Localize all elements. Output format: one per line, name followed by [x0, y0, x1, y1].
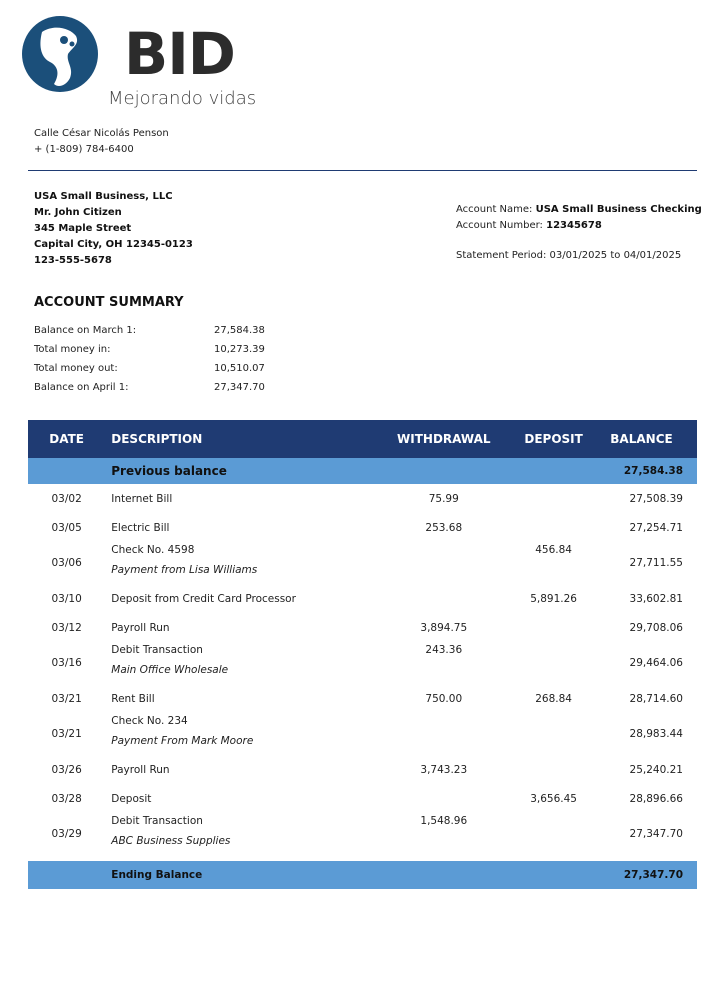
row-date: 03/06	[51, 557, 82, 569]
summary-row	[34, 382, 294, 401]
summary-label: Total money in:	[34, 344, 111, 355]
row-deposit	[515, 813, 592, 855]
row-date: 03/29	[51, 828, 82, 840]
table-cell	[515, 861, 592, 889]
row-description: Debit Transaction	[111, 815, 203, 827]
logo-tagline: Mejorando vidas	[108, 88, 257, 109]
table-cell	[28, 861, 105, 889]
account-name: USA Small Business Checking	[535, 204, 702, 215]
summary-label: Balance on March 1:	[34, 325, 137, 336]
customer-street: 345 Maple Street	[34, 223, 132, 234]
row-sub-description: ABC Business Supplies	[111, 835, 231, 847]
row-balance: 29,464.06	[629, 657, 683, 669]
table-header-row	[28, 420, 697, 458]
statement-period: Statement Period: 03/01/2025 to 04/01/2025	[456, 250, 682, 261]
header-divider	[28, 170, 697, 171]
account-number-line	[456, 218, 702, 234]
row-sub-description: Payment From Mark Moore	[111, 735, 254, 747]
account-name-label: Account Name:	[456, 204, 536, 215]
col-date-header: DATE	[28, 420, 105, 458]
row-deposit: 5,891.26	[530, 592, 577, 605]
table-cell	[515, 458, 592, 484]
row-deposit	[515, 484, 592, 513]
row-withdrawal-cell	[372, 813, 515, 855]
col-deposit-header: DEPOSIT	[515, 420, 592, 458]
row-balance: 29,708.06	[629, 621, 683, 634]
row-balance: 27,254.71	[629, 521, 683, 534]
row-deposit	[515, 613, 592, 642]
summary-row	[34, 363, 294, 382]
table-row	[28, 684, 697, 713]
customer-city: Capital City, OH 12345-0123	[34, 239, 193, 250]
row-balance: 28,714.60	[629, 692, 683, 705]
table-row	[28, 713, 697, 755]
row-withdrawal: 750.00	[425, 692, 463, 705]
row-description: Internet Bill	[111, 492, 173, 505]
summary-value: 10,273.39	[214, 344, 265, 355]
row-withdrawal: 253.68	[425, 521, 463, 534]
row-date: 03/16	[51, 657, 82, 669]
row-balance: 27,347.70	[629, 828, 683, 840]
row-description: Deposit from Credit Card Processor	[111, 592, 296, 605]
row-description-cell	[105, 713, 372, 755]
customer-phone: 123-555-5678	[34, 255, 112, 266]
customer-contact: Mr. John Citizen	[34, 207, 122, 218]
row-deposit	[515, 713, 592, 755]
row-description: Debit Transaction	[111, 644, 203, 656]
summary-label: Total money out:	[34, 363, 118, 374]
row-sub-description: Main Office Wholesale	[111, 664, 229, 676]
summary-label: Balance on April 1:	[34, 382, 129, 393]
row-description: Deposit	[111, 792, 152, 805]
row-withdrawal-cell	[372, 642, 515, 684]
table-row	[28, 755, 697, 784]
row-withdrawal: 3,743.23	[420, 763, 468, 776]
row-description: Payroll Run	[111, 763, 170, 776]
transactions-table	[28, 420, 697, 889]
table-row	[28, 784, 697, 813]
row-description-cell	[105, 542, 372, 584]
customer-name: USA Small Business, LLC	[34, 191, 173, 202]
row-balance: 25,240.21	[629, 763, 683, 776]
summary-value: 27,584.38	[214, 325, 265, 336]
account-summary	[34, 325, 294, 401]
row-deposit	[515, 642, 592, 684]
bank-address-block	[34, 126, 169, 158]
table-row	[28, 613, 697, 642]
table-row	[28, 542, 697, 584]
summary-row	[34, 344, 294, 363]
row-withdrawal: 3,894.75	[420, 621, 468, 634]
row-description: Payroll Run	[111, 621, 170, 634]
row-deposit	[515, 513, 592, 542]
row-description: Check No. 234	[111, 715, 188, 727]
row-balance: 27,711.55	[629, 557, 683, 569]
row-withdrawal	[372, 584, 515, 613]
row-deposit: 268.84	[535, 692, 572, 705]
row-deposit-cell	[515, 542, 592, 584]
summary-row	[34, 325, 294, 344]
col-description-header: DESCRIPTION	[105, 420, 372, 458]
summary-value: 27,347.70	[214, 382, 265, 393]
row-sub-description: Payment from Lisa Williams	[111, 564, 258, 576]
table-cell	[372, 458, 515, 484]
bank-phone: + (1-809) 784-6400	[34, 144, 134, 155]
row-deposit: 456.84	[535, 544, 572, 556]
bid-globe-icon	[20, 14, 104, 94]
row-withdrawal	[372, 542, 515, 584]
row-description: Check No. 4598	[111, 544, 195, 556]
row-withdrawal	[372, 784, 515, 813]
row-withdrawal: 1,548.96	[420, 815, 468, 827]
table-row	[28, 813, 697, 855]
table-cell	[372, 861, 515, 889]
col-withdrawal-header: WITHDRAWAL	[372, 420, 515, 458]
previous-balance-value: 27,584.38	[592, 458, 697, 484]
summary-value: 10,510.07	[214, 363, 265, 374]
table-row	[28, 584, 697, 613]
row-date: 03/12	[51, 621, 82, 634]
row-description-cell	[105, 642, 372, 684]
row-withdrawal	[372, 713, 515, 755]
row-balance: 33,602.81	[629, 592, 683, 605]
col-balance-header: BALANCE	[592, 420, 697, 458]
ending-balance-value: 27,347.70	[592, 861, 697, 889]
ending-balance-label: Ending Balance	[105, 861, 372, 889]
previous-balance-row	[28, 458, 697, 484]
account-number: 12345678	[546, 220, 602, 231]
table-row	[28, 642, 697, 684]
row-withdrawal: 243.36	[425, 644, 463, 656]
row-description: Rent Bill	[111, 692, 155, 705]
table-cell	[28, 458, 105, 484]
account-info-block	[456, 202, 702, 264]
row-description-cell	[105, 813, 372, 855]
row-date: 03/28	[51, 792, 82, 805]
row-date: 03/05	[51, 521, 82, 534]
row-description: Electric Bill	[111, 521, 170, 534]
summary-title: ACCOUNT SUMMARY	[34, 295, 184, 310]
logo-wordmark: BID	[124, 20, 235, 88]
row-date: 03/21	[51, 728, 82, 740]
row-date: 03/10	[51, 592, 82, 605]
previous-balance-label: Previous balance	[105, 458, 372, 484]
row-balance: 27,508.39	[629, 492, 683, 505]
row-spacer	[515, 564, 592, 576]
row-date: 03/26	[51, 763, 82, 776]
row-date: 03/02	[51, 492, 82, 505]
table-row	[28, 513, 697, 542]
bank-address: Calle César Nicolás Penson	[34, 128, 169, 139]
row-spacer	[372, 664, 515, 676]
row-withdrawal: 75.99	[428, 492, 459, 505]
ending-balance-row	[28, 861, 697, 889]
row-deposit: 3,656.45	[530, 792, 577, 805]
row-date: 03/21	[51, 692, 82, 705]
bid-logo	[20, 14, 260, 114]
row-balance: 28,896.66	[629, 792, 683, 805]
account-name-line	[456, 202, 702, 218]
table-row	[28, 484, 697, 513]
row-deposit	[515, 755, 592, 784]
customer-address-block	[34, 189, 193, 269]
account-number-label: Account Number:	[456, 220, 547, 231]
row-spacer	[372, 835, 515, 847]
row-balance: 28,983.44	[629, 728, 683, 740]
